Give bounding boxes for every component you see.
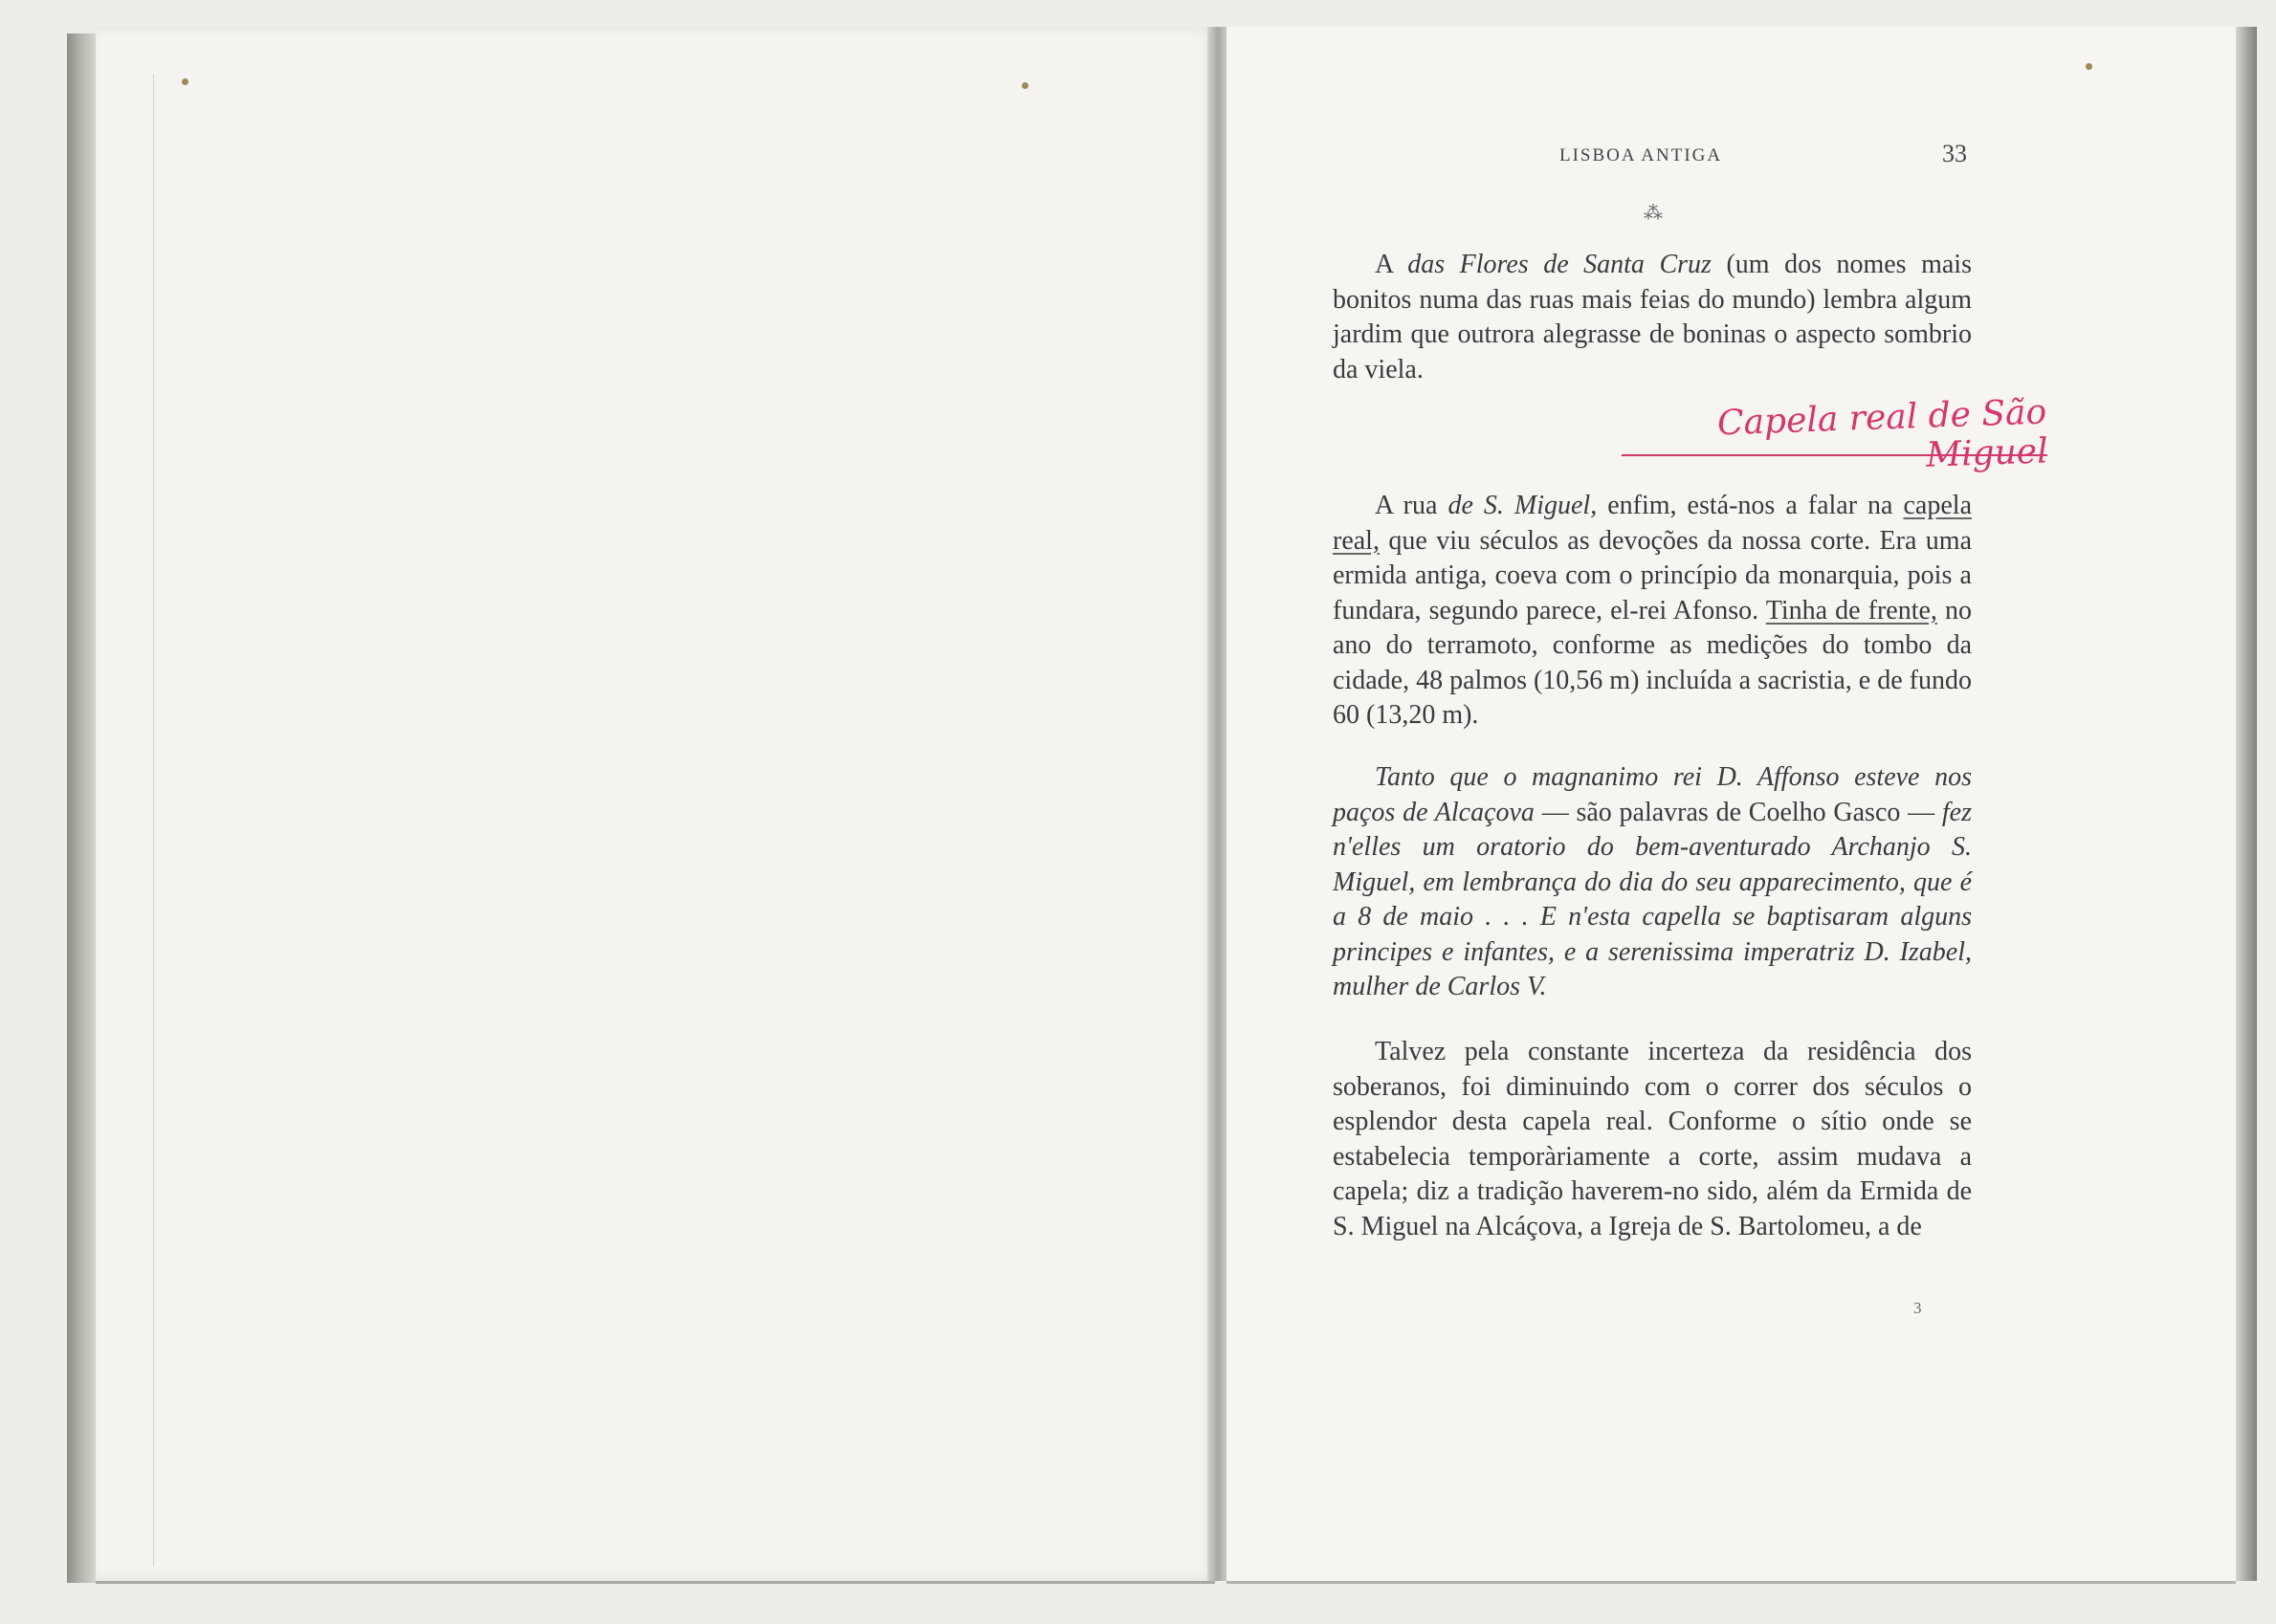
ornament-mark: ⁂ — [1644, 203, 1663, 224]
paragraph-sao-miguel — [1333, 489, 1972, 734]
left-blank-page — [96, 27, 1215, 1584]
text-run: que viu séculos as devoções da nossa corte. Era uma ermida antiga, coeva com o princípio da monarquia, pois a fundara, segundo parece, el-rei Afonso. — [1333, 525, 1972, 625]
paper-speck — [182, 78, 188, 85]
italic-run: das Flores de Santa Cruz — [1407, 250, 1712, 279]
paragraph-talvez — [1333, 1035, 1972, 1244]
italic-run: de S. Miguel, — [1447, 491, 1598, 520]
page-edge-line — [153, 75, 154, 1567]
book-gutter — [1207, 27, 1228, 1581]
paper-speck — [1022, 82, 1028, 89]
signature-mark: 3 — [1913, 1299, 1922, 1317]
running-head: LISBOA ANTIGA — [1559, 145, 1723, 165]
page-number: 33 — [1942, 140, 1967, 167]
paragraph-flores — [1333, 248, 1972, 387]
text-run: enfim, está-nos a falar na — [1597, 491, 1904, 520]
text-run: — são palavras de Coelho Gasco — — [1534, 797, 1942, 827]
left-book-edge — [67, 33, 98, 1583]
handwritten-annotation: Capela real de São Miguel — [1716, 392, 2049, 475]
text-run: Talvez pela constante incerteza da residência dos soberanos, foi diminuindo com o correr dos séculos o esplendor desta capela real. Conforme o sítio onde se estabelecia temporàriamente a corte, assim mudava a capela; diz a tradição haverem-no sido, além da Ermida de S. Miguel na Alcáçova, a Igreja de S. Bartolomeu, a de — [1333, 1037, 1972, 1241]
text-run: A — [1375, 250, 1408, 279]
underlined-run: Tinha de frente, — [1765, 595, 1937, 625]
text-run: (um dos nomes mais bonitos numa das ruas mais feias do mundo) lembra algum jardim que outrora alegrasse de boninas o aspecto sombrio da viela. — [1333, 250, 1972, 384]
text-run: A rua — [1375, 491, 1448, 520]
paragraph-quotation — [1333, 760, 1972, 1005]
text-run: no ano do terramoto, conforme as medições do tombo da cidade, 48 palmos (10,56 m) incluída a sacristia, e de fundo 60 (13,20 m). — [1333, 595, 1972, 730]
right-book-edge — [2236, 27, 2257, 1581]
underlined-run: capela real, — [1333, 491, 1972, 556]
annotation-underline — [1622, 454, 2047, 456]
italic-run: fez n'elles um oratorio do bem-aventurado Archanjo S. Miguel, em lembrança do dia do seu apparecimento, que é a 8 de maio . . . E n'esta capella se baptisaram alguns principes e infantes, e a serenissima imperatriz D. Izabel, mulher de Carlos V. — [1333, 797, 1972, 1001]
italic-run: Tanto que o magnanimo rei D. Affonso esteve nos paços de Alcaçova — [1333, 762, 1972, 827]
paper-speck — [2086, 63, 2092, 70]
